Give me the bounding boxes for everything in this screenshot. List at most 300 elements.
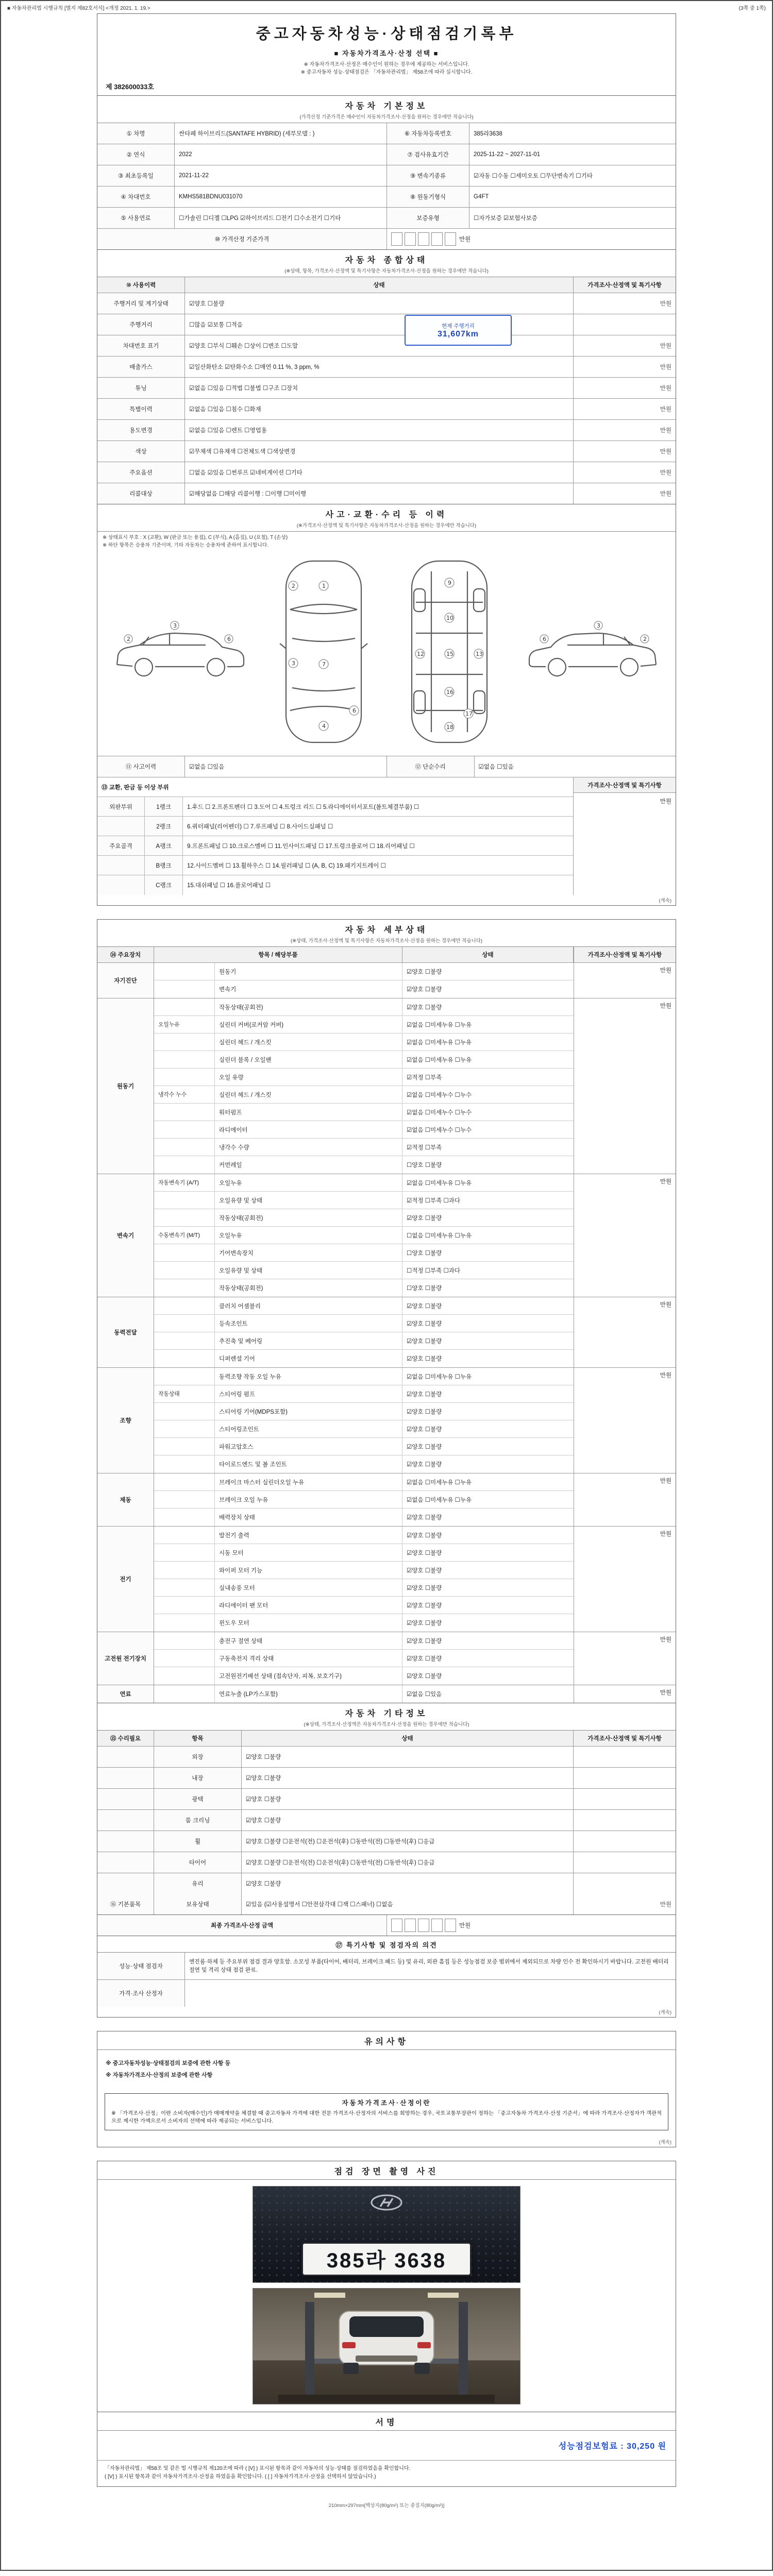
other-price-cell (574, 1768, 676, 1788)
detail-row-item: 변속기 (215, 980, 402, 998)
continued-marker: (계속) (659, 2010, 671, 2016)
detail-status-checkbox-group[interactable]: ☑없음 ☐미세누유 ☐누유 (407, 1497, 472, 1503)
detail-row-subgroup (154, 1562, 215, 1579)
device-group-rows (154, 1368, 574, 1473)
status-checkbox-group[interactable]: ☑없음 ☐있음 ☐렌트 ☐영업용 (185, 420, 574, 440)
car-damage-diagrams (97, 550, 676, 756)
detail-row (154, 1033, 574, 1051)
document-title: 중고자동차성능·상태점검기록부 (256, 26, 517, 42)
svg-text:2: 2 (643, 636, 647, 643)
status-checkbox-group[interactable]: ☐많음 ☑보통 ☐적음 (185, 314, 574, 335)
year-label: ② 연식 (97, 144, 175, 165)
detail-status-checkbox-group[interactable]: ☑양호 ☐불량 (407, 1426, 442, 1433)
detail-status-checkbox-group[interactable]: ☐양호 ☐불량 (407, 1162, 442, 1169)
svg-text:12: 12 (417, 651, 424, 658)
detail-status-checkbox-group[interactable]: ☑없음 ☐미세누수 ☐누수 (407, 1109, 472, 1116)
table-row (97, 420, 676, 441)
transmission-checkbox-group[interactable]: ☑자동 ☐수동 ☐세미오토 ☐무단변속기 ☐기타 (474, 173, 593, 179)
device-group-price: 만원 (574, 963, 676, 998)
detail-row-subgroup (154, 1473, 215, 1490)
col-detail-status: 상태 (402, 947, 574, 962)
detail-row (154, 1156, 574, 1174)
detail-row-item: 클러치 어셈블리 (215, 1297, 402, 1314)
final-price-unit: 만원 (459, 1923, 471, 1929)
detail-status-checkbox-group[interactable]: ☑양호 ☐불량 (407, 1356, 442, 1363)
detail-row (154, 1509, 574, 1526)
current-mileage-label: 현재 주행거리 (442, 323, 475, 329)
panel-items-checkbox-group[interactable]: 9.프론트패널 ☐ 10.크로스멤버 ☐ 11.인사이드패널 ☐ 17.트렁크플로어 ☐ 18.리어패널 ☐ (187, 843, 415, 850)
svg-text:18: 18 (446, 724, 453, 731)
panel-items-checkbox-group[interactable]: 15.대쉬패널 ☐ 16.플로어패널 ☐ (187, 883, 271, 889)
definition-box-text: ※ 「가격조사·산정」이란 소비자(매수인)가 매매계약을 체결할 때 중고자동차 가격에 대한 전문 가격조사·산정자의 서비스를 희망하는 경우, 국토교통부장관이 정하는 「중고자동차 가격조사·산정 기준서」에 따라 가격조사·산정자가 객관적으로 제시한 가액으로서 소비자의 선택에 따라 제공되는 서비스입니다. (111, 2110, 662, 2125)
detail-row-subgroup: 냉각수 누수 (154, 1086, 215, 1103)
section-head-remarks (97, 1936, 676, 1953)
status-checkbox-group[interactable]: ☑양호 ☐부식 ☐훼손 ☐상이 ☐변조 ☐도말 (185, 335, 574, 356)
panel-part-label (97, 875, 145, 895)
detail-status-checkbox-group[interactable]: ☑없음 ☐미세누유 ☐누유 (407, 1022, 472, 1028)
detail-row-item: 고전원전기배선 상태 (접속단자, 피복, 보호기구) (215, 1667, 402, 1685)
comprehensive-rows (97, 293, 676, 504)
other-group-spacer (97, 1747, 154, 1767)
status-checkbox-group[interactable]: ☑양호 ☐불량 (185, 293, 574, 314)
detail-row-subgroup (154, 1209, 215, 1226)
detail-row (154, 1544, 574, 1562)
detail-status-checkbox-group[interactable]: ☑적정 ☐부족 (407, 1074, 442, 1081)
row-label: 배출가스 (97, 357, 185, 377)
detail-row (154, 1227, 574, 1244)
license-plate-number: 385라 3638 (326, 2249, 447, 2273)
detail-row (154, 1650, 574, 1667)
detail-status-checkbox-group[interactable]: ☑없음 ☐미세누유 ☐누유 (407, 1039, 472, 1046)
price-digit (418, 1919, 429, 1932)
status-checkbox-group[interactable]: ☑없음 ☐있음 ☐침수 ☐화재 (185, 399, 574, 419)
detail-row (154, 1632, 574, 1650)
col-major-device: ⑭ 주요장치 (97, 947, 154, 962)
definition-box-title: 자동차가격조사·산정이란 (342, 2099, 431, 2107)
row-label: 주행거리 및 계기상태 (97, 293, 185, 314)
car-name-value: 싼타페 하이브리드(SANTAFE HYBRID) (세부모델 : ) (175, 123, 387, 144)
panel-items-checkbox-group[interactable]: 6.쿼터패널(리어펜더) ☐ 7.루프패널 ☐ 8.사이드실패널 ☐ (187, 823, 333, 830)
base-price-label: ⑩ 가격산정 기준가격 (97, 229, 387, 249)
detail-status-checkbox-group[interactable]: ☐양호 ☐불량 (407, 1250, 442, 1257)
document-number: 제 382600033호 (106, 83, 154, 91)
car-diagram-right-side (521, 618, 665, 688)
detail-status-checkbox-group[interactable]: ☑양호 ☐불량 (407, 1585, 442, 1591)
detail-row-item: 발전기 출력 (215, 1527, 402, 1544)
other-group-spacer (97, 1831, 154, 1852)
remarks-text: 엔진룸·하체 등 주요부위 점검 결과 양호함. 소모성 부품(타이어, 배터리, 브레이크 패드 등) 및 유리, 외관 흠집 등은 성능점검 보증 범위에서 제외되므로 차량 인수 전 확인하시기 바랍니다. 고전원 배터리 절연 및 격리 상태 점검 완료. (189, 1959, 669, 1974)
detail-row-subgroup (154, 1315, 215, 1332)
price-survey-definition-box (105, 2093, 668, 2130)
section-head-sign (97, 2412, 676, 2431)
detail-status-checkbox-group[interactable]: ☑적정 ☐부족 ☐과다 (407, 1197, 460, 1204)
detail-row (154, 1685, 574, 1703)
detail-status-checkbox-group[interactable]: ☑없음 ☐미세누유 ☐누유 (407, 1180, 472, 1187)
detail-row-item: 추진축 및 베어링 (215, 1332, 402, 1349)
panel-part-label: 외판부위 (97, 797, 145, 816)
detail-status-checkbox-group[interactable]: ☑없음 ☐미세누유 ☐누유 (407, 1374, 472, 1380)
detail-row (154, 1209, 574, 1227)
detail-row (154, 963, 574, 980)
exchange-panel-row (97, 836, 573, 856)
detail-row-item: 윈도우 모터 (215, 1614, 402, 1632)
device-group (97, 998, 676, 1174)
status-checkbox-group[interactable]: ☑해당없음 ☐해당 리콜이행 : ☐이행 ☐미이행 (185, 483, 574, 504)
detail-row-item: 오일누유 (215, 1227, 402, 1244)
detail-status-checkbox-group[interactable]: ☑양호 ☐불량 (407, 1655, 442, 1662)
section-head-notice (97, 2031, 676, 2050)
other-group-spacer (97, 1768, 154, 1788)
detail-row-subgroup (154, 1279, 215, 1297)
price-cell: 만원 (660, 449, 671, 455)
section-head-basic-info (97, 95, 676, 123)
price-digit (431, 232, 443, 246)
table-row (97, 123, 676, 144)
sheet-basic (97, 13, 676, 906)
table-row (97, 483, 676, 504)
status-checkbox-group[interactable]: ☐없음 ☑있음 ☐썬루프 ☑네비게이션 ☐기타 (185, 462, 574, 483)
detail-status-checkbox-group[interactable]: ☑양호 ☐불량 (407, 1303, 442, 1310)
detail-row-subgroup: 자동변속기 (A/T) (154, 1174, 215, 1191)
remarks-row (97, 1953, 676, 1980)
detail-row (154, 1614, 574, 1632)
detail-status-checkbox-group[interactable]: ☑양호 ☐불량 (407, 1215, 442, 1222)
svg-text:15: 15 (446, 651, 453, 658)
detail-row-subgroup (154, 1350, 215, 1367)
state-code-legend (97, 532, 676, 550)
detail-status-checkbox-group[interactable]: ☑양호 ☐불량 (407, 1550, 442, 1556)
photo-car-on-lift (253, 2288, 520, 2404)
detail-row (154, 1051, 574, 1069)
detail-row (154, 1562, 574, 1579)
detail-row-subgroup (154, 1685, 215, 1703)
detail-row (154, 1315, 574, 1332)
device-group-price: 만원 (574, 998, 676, 1174)
price-survey-banner: ■ 자동차가격조사·산정 선택 ■ (334, 49, 439, 57)
notice-section-2-title: ※ 자동차가격조사·산정의 보증에 관한 사항 (106, 2072, 213, 2079)
fuel-checkbox-group[interactable]: ☐가솔린 ☐디젤 ☐LPG ☑하이브리드 ☐전기 ☐수소전기 ☐기타 (175, 208, 387, 228)
detail-row-subgroup (154, 1033, 215, 1050)
final-price-label: 최종 가격조사·산정 금액 (97, 1915, 387, 1936)
panel-rank-label: 2랭크 (145, 817, 183, 836)
page-indicator: (3쪽 중 1쪽) (738, 6, 766, 11)
price-cell: 만원 (660, 406, 671, 413)
detail-status-checkbox-group[interactable]: ☑양호 ☐불량 (407, 1409, 442, 1415)
detail-status-checkbox-group[interactable]: ☑양호 ☐불량 (407, 1515, 442, 1521)
device-group-name: 변속기 (97, 1174, 154, 1297)
detail-status-checkbox-group[interactable]: ☑양호 ☐불량 (407, 1673, 442, 1680)
table-row (97, 165, 676, 187)
row-label: 차대번호 표기 (97, 335, 185, 356)
section-note-detail: (※상태, 가격조사·산정액 및 특기사항은 자동차가격조사·산정을 원하는 경우에만 적습니다) (290, 938, 483, 944)
detail-status-checkbox-group[interactable]: ☑양호 ☐불량 (407, 1532, 442, 1539)
performance-insurance-fee (559, 2439, 666, 2451)
price-digit (405, 232, 416, 246)
first-registration-value: 2021-11-22 (175, 165, 387, 186)
basic-items-checkbox-group[interactable]: ☑있음 (☑사용설명서 ☐안전삼각대 ☐잭 ☐스패너) ☐없음 (242, 1894, 574, 1914)
detail-row-subgroup (154, 1368, 215, 1385)
notice-section-1-title: ※ 중고자동차성능·상태점검의 보증에 관한 사항 등 (106, 2060, 231, 2067)
device-group (97, 1473, 676, 1527)
comprehensive-table (97, 277, 676, 504)
device-group-price: 만원 (574, 1368, 676, 1473)
sheet-notice (97, 2031, 676, 2147)
exchange-panel-row (97, 797, 573, 817)
legend-line-2: ※ 하단 항목은 승용차 기준이며, 기타 자동차는 승용차에 준하여 표시합니다. (103, 542, 269, 548)
status-checkbox-group[interactable]: ☑일산화탄소 ☑탄화수소 ☐매연 0.11 %, 3 ppm, % (185, 357, 574, 377)
detail-row-subgroup (154, 1544, 215, 1561)
legend-line-1: ※ 상태표시 부호 : X (교환), W (판금 또는 용접), C (부식), A (흠집), U (요철), T (손상) (103, 535, 288, 540)
device-group (97, 963, 676, 998)
legal-confirmation-notes (97, 2461, 676, 2486)
device-group-price: 만원 (574, 1685, 676, 1703)
section-title-sign: 서명 (375, 2418, 398, 2428)
detail-status-checkbox-group[interactable]: ☑양호 ☐불량 (407, 1320, 442, 1327)
svg-text:10: 10 (446, 615, 453, 622)
section-title-comprehensive: 자동차 종합상태 (345, 256, 428, 265)
continued-marker: (계속) (659, 2140, 671, 2146)
fuel-label: ⑤ 사용연료 (97, 208, 175, 228)
remarks-table (97, 1953, 676, 2007)
detail-status-checkbox-group[interactable]: ☑양호 ☐불량 (407, 1620, 442, 1627)
exchange-panel-block (97, 777, 676, 895)
detail-row (154, 1121, 574, 1139)
section-title-notice: 유의사항 (364, 2038, 409, 2047)
detail-row-subgroup: 오일누유 (154, 1016, 215, 1033)
basic-items-label: ⑯ 기본품목 (97, 1894, 154, 1914)
price-digit (391, 232, 402, 246)
detail-row-item: 브레이크 마스터 실린더오일 누유 (215, 1473, 402, 1490)
detail-row-item: 파워고압호스 (215, 1438, 402, 1455)
device-group-name: 조향 (97, 1368, 154, 1473)
row-label: 특별이력 (97, 399, 185, 419)
detail-status-checkbox-group[interactable]: ☐없음 ☐미세누유 ☐누유 (407, 1232, 472, 1239)
device-group-price: 만원 (574, 1632, 676, 1685)
other-item-label: 휠 (154, 1831, 242, 1852)
detail-row-subgroup (154, 1597, 215, 1614)
other-item-label: 내장 (154, 1768, 242, 1788)
table-row (97, 1747, 676, 1768)
detail-row-subgroup (154, 1650, 215, 1667)
detail-row (154, 1473, 574, 1491)
detail-row-subgroup (154, 1632, 215, 1649)
detail-status-checkbox-group[interactable]: ☑양호 ☐불량 (407, 1004, 442, 1011)
reg-no-label: ⑥ 자동차등록번호 (387, 123, 469, 144)
detail-row-item: 냉각수 수량 (215, 1139, 402, 1156)
detail-row (154, 1086, 574, 1104)
basic-items-row (97, 1894, 676, 1914)
other-price-cell (574, 1810, 676, 1831)
device-group-rows (154, 963, 574, 998)
transmission-label: ⑨ 변속기종류 (387, 165, 469, 186)
status-checkbox-group[interactable]: ☑무채색 ☐유채색 ☐전체도색 ☐색상변경 (185, 441, 574, 462)
detail-status-checkbox-group[interactable]: ☑양호 ☐불량 (407, 1391, 442, 1398)
other-group-spacer (97, 1810, 154, 1831)
price-digit (391, 1919, 402, 1932)
detail-row (154, 1597, 574, 1614)
detail-row (154, 1104, 574, 1121)
svg-text:17: 17 (465, 710, 473, 718)
detail-status-checkbox-group[interactable]: ☑적정 ☐부족 (407, 1144, 442, 1151)
detail-status-checkbox-group[interactable]: ☑양호 ☐불량 (407, 1567, 442, 1574)
other-price-cell (574, 1747, 676, 1767)
detail-status-checkbox-group[interactable]: ☑양호 ☐불량 (407, 1338, 442, 1345)
table-row (97, 1873, 676, 1894)
detail-row-item: 실린더 블록 / 오일팬 (215, 1051, 402, 1068)
detail-row-subgroup (154, 1579, 215, 1596)
fee-label: 성능점검보험료 : (558, 2442, 624, 2451)
table-row (97, 1810, 676, 1831)
col-detail-price: 가격조사·산정액 및 특기사항 (574, 947, 676, 962)
basic-items-price-cell: 만원 (660, 1902, 671, 1908)
license-plate (301, 2242, 472, 2276)
warranty-checkbox-group[interactable]: ☐자가보증 ☑보험사보증 (474, 215, 537, 222)
final-price-block (97, 1914, 676, 1936)
col-use-history: ⑩ 사용이력 (97, 277, 185, 293)
device-group (97, 1174, 676, 1297)
detail-row (154, 1491, 574, 1509)
device-group-name: 전기 (97, 1527, 154, 1632)
table-row (97, 1789, 676, 1810)
other-status-checkbox-group[interactable]: ☑양호 ☐불량 ☐운전석(전) ☐운전석(후) ☐동반석(전) ☐동반석(후) ☐응급 (242, 1831, 574, 1852)
device-group-price: 만원 (574, 1297, 676, 1367)
detail-status-checkbox-group[interactable]: ☑양호 ☐불량 (407, 1602, 442, 1609)
engine-type-label: ⑧ 원동기형식 (387, 187, 469, 207)
row-label: 주행거리 (97, 314, 185, 335)
row-label: 색상 (97, 441, 185, 462)
detail-row (154, 1438, 574, 1455)
other-status-checkbox-group[interactable]: ☑양호 ☐불량 (242, 1747, 574, 1767)
detail-status-checkbox-group[interactable]: ☑없음 ☐미세누유 ☐누유 (407, 1057, 472, 1063)
detail-row-item: 실린더 커버(로커암 커버) (215, 1016, 402, 1033)
other-status-checkbox-group[interactable]: ☑양호 ☐불량 ☐운전석(전) ☐운전석(후) ☐동반석(전) ☐동반석(후) ☐응급 (242, 1852, 574, 1873)
inspection-photo-area (97, 2180, 676, 2412)
detail-status-checkbox-group[interactable]: ☐적정 ☐부족 ☐과다 (407, 1267, 460, 1274)
device-group-name: 원동기 (97, 998, 154, 1174)
detail-status-checkbox-group[interactable]: ☑없음 ☐미세누수 ☐누수 (407, 1127, 472, 1133)
price-cell: 만원 (660, 364, 671, 370)
section-head-other (97, 1703, 676, 1731)
status-checkbox-group[interactable]: ☑없음 ☐있음 ☐적법 ☐불법 ☐구조 ☐장치 (185, 378, 574, 398)
detail-status-checkbox-group[interactable]: ☑없음 ☐있음 (407, 1691, 442, 1698)
detail-status-checkbox-group[interactable]: ☐양호 ☐불량 (407, 1285, 442, 1292)
row-label: 용도변경 (97, 420, 185, 440)
panel-items-checkbox-group[interactable]: 1.후드 ☐ 2.프론트펜더 ☐ 3.도어 ☐ 4.트렁크 리드 ☐ 5.라디에이터서포트(볼트체결부품) ☐ (187, 804, 419, 810)
section-title-remarks: ⑰ 특기사항 및 점검자의 의견 (335, 1941, 438, 1950)
document-header (97, 14, 676, 95)
detail-row-item: 작동상태(공회전) (215, 1279, 402, 1297)
svg-text:2: 2 (127, 636, 130, 643)
detail-row-subgroup (154, 1509, 215, 1526)
detail-status-checkbox-group[interactable]: ☑없음 ☐미세누유 ☐누유 (407, 1479, 472, 1486)
detail-status-checkbox-group[interactable]: ☑양호 ☐불량 (407, 1444, 442, 1450)
detail-status-checkbox-group[interactable]: ☑양호 ☐불량 (407, 969, 442, 975)
svg-text:16: 16 (446, 689, 453, 696)
detail-row-subgroup: 작동상태 (154, 1385, 215, 1402)
simple-repair-label: ⑫ 단순수리 (387, 756, 475, 777)
col-other-status: 상태 (242, 1731, 574, 1746)
table-row (97, 144, 676, 165)
table-row (97, 1831, 676, 1852)
other-status-checkbox-group[interactable]: ☑양호 ☐불량 (242, 1873, 574, 1894)
svg-text:6: 6 (227, 636, 231, 643)
table-row (97, 441, 676, 462)
detail-row-item: 타이로드엔드 및 볼 조인트 (215, 1455, 402, 1473)
detail-row-item: 브레이크 오일 누유 (215, 1491, 402, 1508)
device-group (97, 1368, 676, 1473)
section-note-comprehensive: (※상태, 항목, 가격조사·산정액 및 특기사항은 자동차가격조사·산정을 원하는 경우에만 적습니다) (284, 268, 489, 274)
detail-status-checkbox-group[interactable]: ☑양호 ☐불량 (407, 1638, 442, 1645)
col-other-price: 가격조사·산정액 및 특기사항 (574, 1731, 676, 1746)
device-group-price: 만원 (574, 1473, 676, 1526)
basic-items-sublabel: 보유상태 (154, 1894, 242, 1914)
other-status-checkbox-group[interactable]: ☑양호 ☐불량 (242, 1789, 574, 1809)
other-status-checkbox-group[interactable]: ☑양호 ☐불량 (242, 1768, 574, 1788)
svg-text:7: 7 (322, 661, 326, 668)
sheet-photos-sign (97, 2161, 676, 2487)
price-digit (405, 1919, 416, 1932)
detail-row (154, 1297, 574, 1315)
other-price-cell (574, 1852, 676, 1873)
reg-no-value: 385라3638 (474, 131, 502, 137)
svg-text:2: 2 (292, 583, 295, 590)
accident-price-cell: 만원 (660, 799, 671, 805)
other-status-checkbox-group[interactable]: ☑양호 ☐불량 (242, 1810, 574, 1831)
detail-status-checkbox-group[interactable]: ☑없음 ☐미세누수 ☐누수 (407, 1092, 472, 1098)
other-item-label: 타이어 (154, 1852, 242, 1873)
table-row (97, 335, 676, 357)
other-item-label: 룸 크리닝 (154, 1810, 242, 1831)
detail-row-item: 원동기 (215, 963, 402, 980)
detail-row-item: 디퍼렌셜 기어 (215, 1350, 402, 1367)
car-name-label: ① 차명 (97, 123, 175, 144)
simple-repair-checkbox-group[interactable]: ☑없음 ☐있음 (478, 764, 514, 771)
device-group-name: 제동 (97, 1473, 154, 1526)
panel-part-label: 주요골격 (97, 836, 145, 855)
table-row (97, 293, 676, 314)
device-group-price: 만원 (574, 1174, 676, 1297)
accident-history-checkbox-group[interactable]: ☑없음 ☐있음 (185, 756, 387, 777)
other-item-label: 외장 (154, 1747, 242, 1767)
svg-text:3: 3 (292, 660, 295, 667)
first-registration-label: ③ 최초등록일 (97, 165, 175, 186)
paper-spec-note: 210mm×297mm[백상지(80g/m²) 또는 중질지(80g/m²)] (328, 2503, 445, 2509)
base-price-digit-boxes (391, 232, 456, 246)
other-price-cell (574, 1789, 676, 1809)
detail-status-checkbox-group[interactable]: ☑양호 ☐불량 (407, 1462, 442, 1468)
price-cell: 만원 (660, 491, 671, 497)
car-diagram-left-side (108, 618, 252, 688)
svg-text:9: 9 (448, 580, 451, 587)
form-topbar (1, 1, 772, 13)
panel-rank-label: A랭크 (145, 836, 183, 855)
car-diagram-underbody (395, 556, 503, 750)
svg-text:4: 4 (322, 723, 326, 730)
panel-items-checkbox-group[interactable]: 12.사이드멤버 ☐ 13.휠하우스 ☐ 14.필러패널 ☐ (A, B, C) 19.패키지트레이 ☐ (187, 862, 386, 869)
photo-license-plate (253, 2186, 520, 2283)
section-head-accident (97, 504, 676, 532)
fee-value: 30,250 원 (627, 2442, 666, 2451)
signature-area[interactable] (97, 2431, 676, 2461)
detail-row (154, 1403, 574, 1420)
year-value: 2022 (175, 144, 387, 165)
detail-status-checkbox-group[interactable]: ☑양호 ☐불량 (407, 987, 442, 993)
remarks-author: 가격·조사 산정자 (97, 1980, 185, 2007)
accident-history-label: ⑪ 사고이력 (97, 756, 185, 777)
other-item-label: 광택 (154, 1789, 242, 1809)
detail-row (154, 1069, 574, 1086)
other-price-cell (574, 1873, 676, 1894)
